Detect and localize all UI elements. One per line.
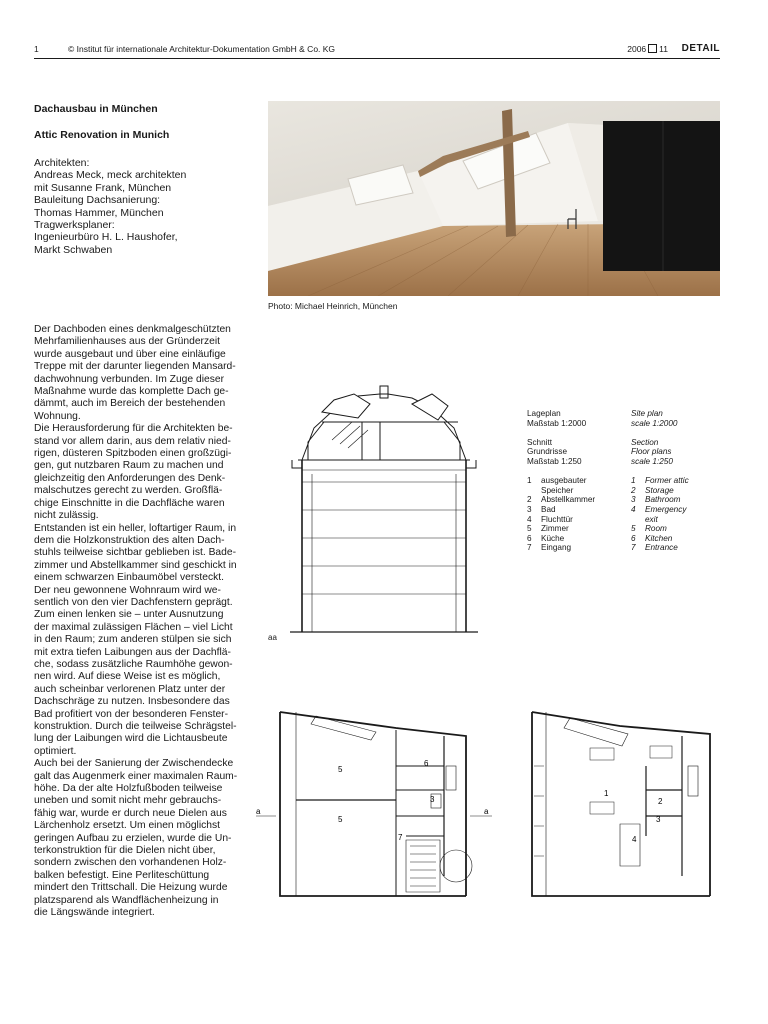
body-line: terkonstruktion für die Dielen nicht über, [34, 845, 216, 857]
legend-item-number: 7 [527, 543, 532, 553]
legend-site-plan: Site plan [631, 409, 663, 418]
body-line: stuhls teilweise sichtbar geblieben ist. Bade- [34, 547, 237, 559]
legend-item-text: exit [645, 514, 658, 524]
copyright-notice: © Institut für internationale Architektur-Dokumentation GmbH & Co. KG [68, 44, 336, 54]
legend-item [527, 543, 595, 553]
body-line: gleichzeitig den Anforderungen des Denk- [34, 472, 226, 484]
credit-line: Markt Schwaben [34, 243, 113, 256]
legend-item [631, 534, 689, 544]
legend-site-scale: scale 1:2000 [631, 418, 678, 428]
body-line: einem schwarzen Einbaumöbel versteckt. [34, 572, 225, 584]
body-line: malschutzes gerecht zu werden. Großflä- [34, 485, 223, 497]
legend-site-scale: Maßstab 1:2000 [527, 418, 587, 428]
body-line: Zum einen lenken sie – unter Ausnutzung [34, 609, 224, 621]
black-cabinet [603, 121, 720, 271]
legend-item [527, 515, 595, 525]
legend-item-text: Speicher [541, 485, 574, 495]
body-line: dem die Holzkonstruktion des alten Dach- [34, 534, 225, 546]
body-line: Die Herausforderung für die Architekten be- [34, 423, 233, 435]
body-line: in den Raum; zum anderen stülpen sie sich [34, 634, 232, 646]
legend-floor-plans: Grundrisse [527, 447, 568, 457]
legend-item-text: Küche [541, 533, 565, 543]
legend-section: Section [631, 437, 659, 447]
article-body [34, 324, 256, 920]
legend-item-number: 2 [527, 495, 532, 505]
plan-label-emergency-exit: 4 [632, 835, 637, 844]
body-line: Maßnahme wurde das komplette Dach ge- [34, 386, 229, 398]
legend-item-text: Eingang [541, 543, 572, 553]
body-line: konstruktion. Durch die teilweise Schrägstel- [34, 721, 237, 732]
legend-item [631, 515, 689, 525]
body-line: wurde ausgebaut und über eine einläufige [34, 348, 226, 360]
legend-item-number: 6 [527, 533, 532, 543]
body-line: optimiert. [34, 745, 77, 757]
body-line: fähig war, wurde er durch neue Dielen aus [34, 807, 227, 819]
body-line: che, sodass zusätzliche Raumhöhe gewon- [34, 658, 233, 670]
credit-line: Tragwerksplaner: [34, 219, 115, 232]
legend-item-number: 1 [631, 476, 636, 486]
floor-plan-attic [510, 706, 724, 902]
photo-caption: Photo: Michael Heinrich, München [268, 301, 398, 311]
body-line: nicht zulässig. [34, 510, 99, 522]
body-line: galt das Augenmerk einer maximalen Raum- [34, 770, 238, 782]
credit-line: Architekten: [34, 157, 90, 169]
body-line: Wohnung. [34, 410, 81, 422]
plan-label-storage: 2 [658, 797, 663, 806]
legend-item-number: 4 [527, 514, 532, 524]
body-line: rigen, düsteren Spitzboden einen großzügi- [34, 448, 232, 460]
legend-item-text: Zimmer [541, 524, 569, 534]
body-line: Mehrfamilienhauses aus der Gründerzeit [34, 336, 221, 348]
legend-floor-plans: Floor plans [631, 447, 672, 457]
body-line: sondern zwischen den vorhandenen Holz- [34, 857, 227, 869]
page-number: 1 [34, 44, 39, 54]
credit-line: mit Susanne Frank, München [34, 181, 172, 194]
issue-year: 2006 [627, 44, 647, 54]
legend-item-number: 6 [631, 533, 636, 543]
plan-label-entrance: 7 [398, 833, 403, 842]
legend-item-number: 4 [631, 504, 636, 514]
header-rule [34, 58, 720, 59]
body-line: zimmer und Abstellkammer sind geschickt in [34, 559, 237, 571]
body-line: chige Einschnitte in die Dachfläche waren [34, 497, 225, 509]
legend-item-text: Former attic [645, 476, 689, 486]
body-line: stand vor allem darin, aus dem relativ nied- [34, 435, 231, 447]
floor-plan-lower [256, 706, 496, 902]
body-line: auch scheinbar verlorenen Platz unter der [34, 683, 226, 695]
legend-section: Schnitt [527, 437, 553, 447]
plan-label-room-5-lower: 5 [338, 815, 343, 824]
body-line: gen, gut nutzbaren Raum zu machen und [34, 460, 224, 472]
body-line: Auch bei der Sanierung der Zwischendecke [34, 758, 234, 770]
plan-label-bathroom: 3 [430, 795, 435, 804]
legend-item-text: Bad [541, 504, 556, 514]
page-header [34, 44, 720, 58]
body-line: lung der Laibungen wird die Lichtausbeute [34, 733, 228, 745]
title-german: Dachausbau in München [34, 103, 158, 115]
body-line: Dachschräge zu nutzen. Insbesondere das [34, 696, 230, 708]
legend-item-text: Abstellkammer [541, 495, 596, 505]
body-line: der maximal zulässigen Flächen – viel Licht [34, 621, 233, 633]
brand-logo: DETAIL [681, 43, 720, 54]
body-line: höhe. Da der alte Holzfußboden teilweise [34, 783, 223, 795]
cut-mark-left: a [256, 807, 261, 816]
legend-item [527, 524, 595, 534]
credits-block [34, 157, 254, 256]
legend-plans-scale: scale 1:250 [631, 456, 673, 466]
legend-german [527, 409, 595, 553]
legend-item-text: Room [645, 524, 667, 534]
legend-item-number: 7 [631, 543, 636, 553]
body-line: Entstanden ist ein heller, loftartiger Raum, in [34, 522, 237, 534]
body-line: dachwohnung verbunden. Im Zuge dieser [34, 373, 225, 385]
attic-interior-illustration [268, 101, 720, 296]
legend-item-text: Storage [645, 485, 674, 495]
credit-line: Andreas Meck, meck architekten [34, 169, 187, 182]
legend-item-text: Emergency [645, 504, 687, 514]
legend-item-text: Fluchttür [541, 514, 573, 524]
body-line: uneben und somit nicht mehr gebrauchs- [34, 795, 222, 807]
interior-photo [268, 101, 720, 296]
body-line: die Längswände integriert. [34, 907, 155, 919]
credit-line: Bauleitung Dachsanierung: [34, 194, 161, 207]
body-line: geringen Aufbau zu erzielen, wurde die Un- [34, 832, 232, 844]
legend-item [631, 543, 689, 553]
legend-item-text: Bathroom [645, 495, 681, 505]
credit-line: Thomas Hammer, München [34, 206, 164, 219]
body-line: Der neu gewonnene Wohnraum wird we- [34, 584, 221, 596]
legend-item-text: ausgebauter [541, 476, 587, 486]
body-line: nen wird. Auf diese Weise ist es möglich, [34, 671, 221, 683]
section-drawing [262, 382, 500, 644]
body-line: platzsparend als Wandflächenheizung in [34, 894, 219, 906]
legend-item-number: 2 [631, 485, 636, 495]
legend-item [631, 505, 689, 515]
body-line: Bad profitiert von der besonderen Fenster- [34, 708, 229, 720]
legend-item [527, 534, 595, 544]
legend-english [631, 409, 689, 553]
legend-item-number: 1 [527, 476, 532, 486]
body-line: Treppe mit der darunter liegenden Mansard- [34, 361, 236, 373]
plan-label-former-attic: 1 [604, 789, 609, 798]
plan-label-bathroom: 3 [656, 815, 661, 824]
square-separator-icon [648, 44, 657, 53]
legend-plans-scale: Maßstab 1:250 [527, 456, 582, 466]
legend-item-number: 3 [527, 504, 532, 514]
plan-label-kitchen: 6 [424, 759, 429, 768]
legend-item [631, 495, 689, 505]
title-english: Attic Renovation in Munich [34, 129, 170, 141]
plan-label-room-5-upper: 5 [338, 765, 343, 774]
body-line: mindert den Trittschall. Die Heizung wurde [34, 882, 228, 894]
legend-item [527, 505, 595, 515]
legend-item [527, 476, 595, 486]
legend-item [527, 495, 595, 505]
legend-item [631, 476, 689, 486]
legend-item-text: Kitchen [645, 533, 673, 543]
credit-line: Ingenieurbüro H. L. Haushofer, [34, 231, 178, 244]
body-line: balken befestigt. Eine Perliteschüttung [34, 869, 210, 881]
cut-mark-right: a [484, 807, 489, 816]
body-line: Der Dachboden eines denkmalgeschützten [34, 324, 231, 335]
legend-item-number: 3 [631, 495, 636, 505]
legend-item-number: 5 [527, 524, 532, 534]
issue-number: 11 [659, 44, 668, 54]
legend-site-plan: Lageplan [527, 409, 561, 418]
body-line: dämmt, auch im Bereich der bestehenden [34, 398, 226, 410]
issue-info [627, 44, 668, 54]
body-line: mit extra tiefen Laibungen aus der Dachflä- [34, 646, 231, 658]
legend-item [631, 486, 689, 496]
section-mark: aa [268, 633, 277, 642]
legend-item-number: 5 [631, 524, 636, 534]
legend-item-text: Entrance [645, 543, 678, 553]
legend-item [527, 486, 595, 496]
body-line: Lärchenholz ersetzt. Um einen möglichst [34, 820, 221, 832]
body-line: sentlich von den vier Dachfenstern geprägt. [34, 596, 233, 608]
legend-item [631, 524, 689, 534]
